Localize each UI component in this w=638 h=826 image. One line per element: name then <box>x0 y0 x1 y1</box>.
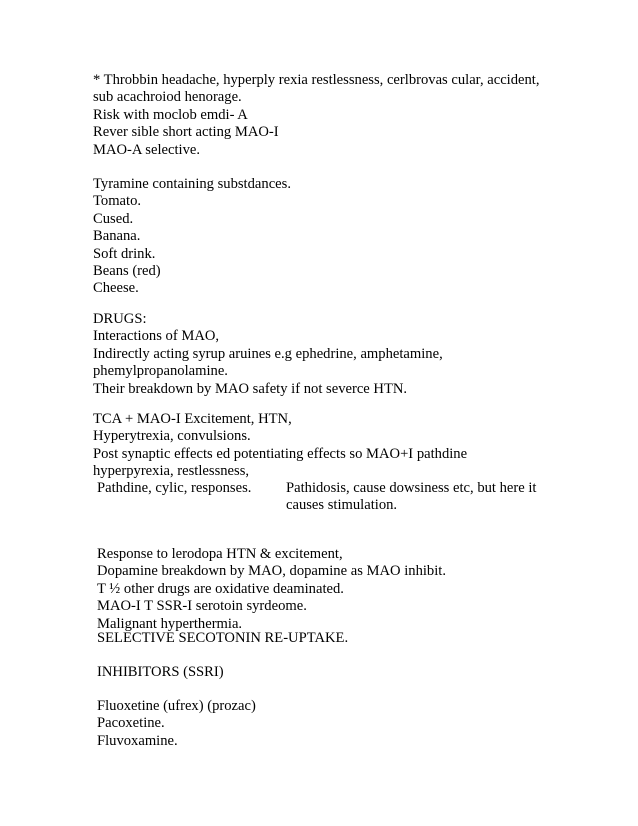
text-line: Rever sible short acting MAO-I <box>93 124 279 141</box>
text-line: TCA + MAO-I Excitement, HTN, <box>93 411 292 427</box>
text-line: hyperpyrexia, restlessness, <box>93 463 250 480</box>
text-line: MAO-A selective. <box>93 141 200 158</box>
list-item: Pacoxetine. <box>97 715 165 732</box>
list-item: Fluvoxamine. <box>97 732 178 749</box>
ssri-heading <box>97 630 617 647</box>
text-line: * Throbbin headache, hyperply rexia restlessness, cerlbrovas cular, accident, <box>93 72 540 88</box>
tyramine-paragraph <box>93 176 613 298</box>
text-line: Risk with moclob emdi- A <box>93 106 248 123</box>
text-line: sub acachroiod henorage. <box>93 89 242 106</box>
text-line: Post synaptic effects ed potentiating effects so MAO+I pathdine <box>93 445 468 462</box>
text-line: Malignant hyperthermia. <box>97 615 243 632</box>
levodopa-paragraph <box>97 546 617 633</box>
text-line: T ½ other drugs are oxidative deaminated. <box>97 580 344 597</box>
pathdine-right-text <box>286 480 586 515</box>
text-line: Cheese. <box>93 280 139 297</box>
symptoms-paragraph <box>93 72 613 159</box>
ssri-drug-list <box>97 698 617 750</box>
text-line: phemylpropanolamine. <box>93 363 228 380</box>
text-line: Cused. <box>93 210 134 227</box>
text-line: DRUGS: <box>93 311 147 327</box>
text-line: Soft drink. <box>93 245 156 262</box>
text-line: Tomato. <box>93 193 142 210</box>
text-line: Tyramine containing substdances. <box>93 176 291 192</box>
text-line: SELECTIVE SECOTONIN RE-UPTAKE. <box>97 630 349 646</box>
pathdine-row <box>97 480 617 520</box>
text-line: MAO-I T SSR-I serotoin syrdeome. <box>97 598 307 615</box>
text-line: Beans (red) <box>93 263 161 280</box>
text-line: causes stimulation. <box>286 497 398 514</box>
text-line: Dopamine breakdown by MAO, dopamine as MAO inhibit. <box>97 563 446 580</box>
text-line: Indirectly acting syrup aruines e.g ephedrine, amphetamine, <box>93 345 443 362</box>
text-line: INHIBITORS (SSRI) <box>97 664 224 680</box>
tca-paragraph <box>93 411 613 481</box>
text-line: Response to lerodopa HTN & excitement, <box>97 546 343 562</box>
list-item: Fluoxetine (ufrex) (prozac) <box>97 698 256 714</box>
text-line: Banana. <box>93 228 141 245</box>
pathdine-left-text: Pathdine, cylic, responses. <box>97 480 252 496</box>
text-line: Their breakdown by MAO safety if not severce HTN. <box>93 380 408 397</box>
text-line: Interactions of MAO, <box>93 328 220 345</box>
ssri-subheading <box>97 664 617 681</box>
text-line: Hyperytrexia, convulsions. <box>93 428 251 445</box>
text-line: Pathidosis, cause dowsiness etc, but here it <box>286 480 537 496</box>
drugs-paragraph <box>93 311 613 398</box>
